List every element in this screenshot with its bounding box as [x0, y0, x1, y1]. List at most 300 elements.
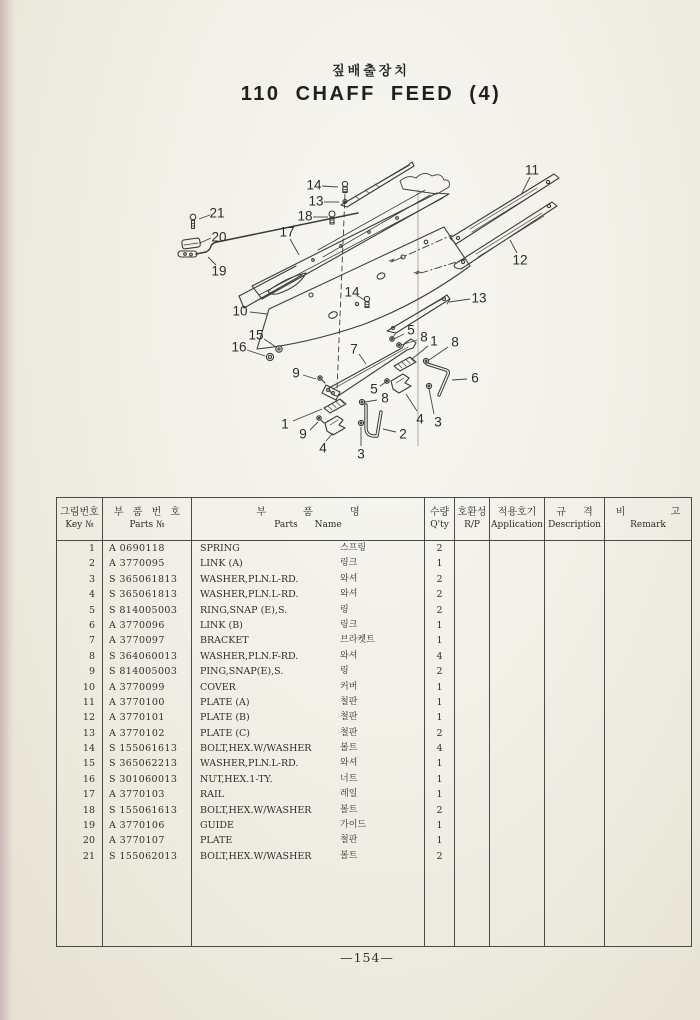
part-name-korean: 와셔 [340, 589, 358, 600]
cell-empty [490, 664, 545, 679]
cell-qty: 2 [425, 803, 455, 818]
part-name-korean: 볼트 [340, 743, 358, 754]
cell-part-name [192, 572, 425, 587]
table-row [57, 726, 691, 741]
cell-empty [545, 633, 605, 648]
table-row [57, 556, 691, 571]
cell-part-name [192, 649, 425, 664]
cell-key-no: 19 [57, 818, 103, 833]
cell-part-name [192, 541, 425, 556]
cell-empty [605, 587, 691, 602]
cell-key-no: 15 [57, 756, 103, 771]
cell-empty [455, 726, 490, 741]
part-name-english: WASHER,PLN.F-RD. [200, 650, 299, 662]
cell-empty [605, 633, 691, 648]
table-row [57, 664, 691, 679]
cell-empty [455, 756, 490, 771]
callout-leader-line [199, 215, 210, 219]
cell-key-no: 2 [57, 556, 103, 571]
cell-key-no: 13 [57, 726, 103, 741]
callout-label-5: 5 [370, 381, 378, 397]
cell-qty: 1 [425, 633, 455, 648]
cell-part-no: A 3770097 [103, 633, 192, 648]
callout-label-16: 16 [231, 339, 247, 355]
cell-part-no: S 814005003 [103, 603, 192, 618]
cell-part-name [192, 803, 425, 818]
cell-part-name [192, 664, 425, 679]
column-header-korean: 호환성 [457, 507, 487, 518]
cell-empty [490, 833, 545, 848]
cell-empty [490, 649, 545, 664]
cell-empty [545, 556, 605, 571]
column-header-english: Parts № [129, 520, 165, 530]
table-row [57, 710, 691, 725]
link-6 [427, 364, 448, 395]
cell-empty [490, 680, 545, 695]
cell-part-name [192, 710, 425, 725]
callout-label-8: 8 [451, 334, 459, 350]
cell-empty [545, 695, 605, 710]
part-name-korean: 링 [340, 666, 349, 677]
cell-empty [490, 633, 545, 648]
spring-1-left [324, 399, 346, 413]
cell-part-name [192, 756, 425, 771]
part-plate13-bottom [387, 295, 450, 338]
cell-part-no: S 301060013 [103, 772, 192, 787]
part-name-korean: 철판 [340, 696, 358, 707]
part-name-english: SPRING [200, 543, 240, 554]
table-row [57, 587, 691, 602]
part-name-english: LINK (B) [200, 619, 243, 631]
callout-label-8: 8 [381, 390, 389, 406]
part-name-english: PLATE (B) [200, 712, 250, 724]
cell-empty [455, 849, 490, 864]
cell-empty [605, 664, 691, 679]
washer-15 [276, 346, 282, 352]
part-name-english: WASHER,PLN.L-RD. [200, 589, 299, 601]
cell-key-no: 3 [57, 572, 103, 587]
cell-part-name [192, 618, 425, 633]
column-header-korean: 부 품 명 [256, 507, 360, 518]
callout-label-4: 4 [319, 440, 327, 456]
cell-empty [490, 803, 545, 818]
part-name-korean: 링크 [340, 558, 358, 569]
cell-key-no: 1 [57, 541, 103, 556]
cell-empty [545, 541, 605, 556]
cell-empty [605, 556, 691, 571]
part-name-english: GUIDE [200, 820, 234, 832]
callout-label-1: 1 [281, 416, 289, 432]
column-header [455, 498, 490, 540]
callout-leader-line [310, 422, 318, 430]
cell-empty [490, 556, 545, 571]
cell-part-name [192, 772, 425, 787]
cell-key-no: 20 [57, 833, 103, 848]
callout-label-21: 21 [209, 205, 225, 221]
link-2 [366, 405, 381, 436]
cell-qty: 2 [425, 587, 455, 602]
cell-part-name [192, 587, 425, 602]
part-name-english: BOLT,HEX.W/WASHER [200, 804, 312, 816]
part-name-english: PLATE (C) [200, 727, 251, 739]
cell-qty: 4 [425, 741, 455, 756]
column-header-english: Remark [630, 520, 666, 530]
column-header-english: R/P [464, 520, 480, 530]
cell-empty [103, 864, 192, 946]
cell-empty [490, 864, 545, 946]
cell-empty [455, 772, 490, 787]
cell-empty [545, 664, 605, 679]
cell-empty [545, 618, 605, 633]
cell-key-no: 7 [57, 633, 103, 648]
part-name-korean: 커버 [340, 681, 358, 692]
part-plate13-top [341, 162, 414, 207]
callout-label-4: 4 [416, 411, 424, 427]
cell-part-no: A 3770103 [103, 787, 192, 802]
column-header-english: Application [491, 520, 543, 530]
cell-qty: 1 [425, 618, 455, 633]
cell-part-name [192, 680, 425, 695]
cell-empty [545, 818, 605, 833]
cell-part-no: A 0690118 [103, 541, 192, 556]
cell-part-name [192, 833, 425, 848]
cell-empty [605, 772, 691, 787]
cell-empty [545, 741, 605, 756]
callout-label-7: 7 [350, 341, 358, 357]
part-name-english: BOLT,HEX.W/WASHER [200, 850, 312, 862]
cell-part-name [192, 603, 425, 618]
callout-label-13: 13 [471, 290, 487, 306]
cell-empty [490, 710, 545, 725]
part-name-english: WASHER,PLN.L-RD. [200, 758, 299, 770]
cell-empty [545, 772, 605, 787]
part-name-english: NUT,HEX.1-TY. [200, 773, 273, 785]
cell-empty [545, 572, 605, 587]
cell-part-no: A 3770100 [103, 695, 192, 710]
part-plate-11 [450, 174, 559, 244]
cell-part-name [192, 695, 425, 710]
washer-3-right [426, 383, 431, 388]
cell-qty: 2 [425, 726, 455, 741]
nut-16 [266, 353, 273, 360]
callout-leader-line [326, 433, 333, 441]
cell-empty [455, 556, 490, 571]
part-name-english: BRACKET [200, 635, 249, 647]
cell-empty [545, 803, 605, 818]
callout-leader-line [449, 299, 470, 302]
washer-8-a [397, 343, 402, 348]
callout-leader-line [412, 346, 428, 359]
cell-empty [545, 756, 605, 771]
table-row [57, 818, 691, 833]
callout-label-10: 10 [232, 303, 248, 319]
cell-part-no: S 814005003 [103, 664, 192, 679]
cell-empty [605, 603, 691, 618]
cell-empty [490, 541, 545, 556]
part-name-korean: 브라켓트 [340, 635, 375, 646]
cell-part-no: S 155061613 [103, 741, 192, 756]
cell-empty [57, 864, 103, 946]
cell-empty [455, 572, 490, 587]
callout-leader-line [429, 347, 448, 360]
callout-leader-line [365, 400, 377, 402]
cell-empty [455, 541, 490, 556]
callout-label-17: 17 [279, 224, 295, 240]
column-header-korean: 그림번호 [60, 507, 99, 518]
cell-empty [605, 756, 691, 771]
cell-part-name [192, 556, 425, 571]
scan-edge [0, 0, 16, 1020]
cell-qty: 1 [425, 556, 455, 571]
cell-empty [605, 710, 691, 725]
parts-table [56, 497, 692, 947]
cell-empty [490, 787, 545, 802]
part-name-korean: 레일 [340, 789, 358, 800]
callout-label-9: 9 [292, 365, 300, 381]
cell-empty [605, 849, 691, 864]
bolt-9-top [318, 376, 325, 383]
cell-empty [455, 680, 490, 695]
cell-empty [455, 787, 490, 802]
cell-empty [490, 741, 545, 756]
part-guide-19 [178, 213, 358, 257]
title-korean: 짚배출장치 [332, 64, 410, 79]
cell-part-name [192, 787, 425, 802]
cell-empty [490, 603, 545, 618]
page-number: —154— [340, 950, 394, 965]
cell-empty [490, 772, 545, 787]
cell-key-no: 14 [57, 741, 103, 756]
cell-empty [455, 664, 490, 679]
callout-leader-line [200, 238, 211, 243]
column-header-english: Parts Name [274, 520, 342, 530]
callout-leader-line [380, 382, 386, 386]
table-row [57, 695, 691, 710]
cell-part-name [192, 741, 425, 756]
cell-key-no: 4 [57, 587, 103, 602]
cell-key-no: 18 [57, 803, 103, 818]
callout-label-19: 19 [211, 263, 227, 279]
cell-empty [605, 818, 691, 833]
cell-empty [605, 695, 691, 710]
cell-part-no: A 3770107 [103, 833, 192, 848]
part-name-korean: 와셔 [340, 650, 358, 661]
part-plate-20 [182, 238, 201, 249]
cell-empty [455, 818, 490, 833]
part-name-english: RING,SNAP (E),S. [200, 604, 288, 616]
cell-part-no: A 3770099 [103, 680, 192, 695]
callout-leader-line [429, 389, 434, 414]
callout-label-14: 14 [344, 284, 360, 300]
page-title: 110 CHAFF FEED (4) [240, 83, 502, 105]
column-header [490, 498, 545, 540]
column-header-korean: 수량 [429, 507, 450, 518]
part-name-korean: 링크 [340, 619, 358, 630]
part-name-english: RAIL [200, 789, 225, 801]
table-row [57, 541, 691, 556]
cell-empty [545, 849, 605, 864]
table-header-row [57, 498, 691, 541]
callout-leader-line [322, 186, 338, 187]
callout-label-1: 1 [430, 333, 438, 349]
part-name-english: LINK (A) [200, 558, 243, 570]
cell-key-no: 16 [57, 772, 103, 787]
part-name-korean: 와셔 [340, 758, 358, 769]
column-header [605, 498, 691, 540]
cell-empty [490, 726, 545, 741]
cell-empty [605, 680, 691, 695]
cell-empty [455, 695, 490, 710]
part-name-korean: 철판 [340, 712, 358, 723]
cell-empty [490, 572, 545, 587]
bolt-14-top [342, 181, 347, 192]
callout-layer [199, 163, 539, 462]
cell-empty [455, 633, 490, 648]
cell-part-no: A 3770101 [103, 710, 192, 725]
column-header [103, 498, 192, 540]
callout-label-14: 14 [306, 177, 322, 193]
cell-part-name [192, 818, 425, 833]
cell-qty: 1 [425, 680, 455, 695]
cell-part-name [192, 849, 425, 864]
cell-empty [605, 541, 691, 556]
cell-key-no: 8 [57, 649, 103, 664]
table-row [57, 618, 691, 633]
bolt-14-middle [364, 296, 369, 307]
washer-8-c [359, 399, 364, 404]
cell-key-no: 12 [57, 710, 103, 725]
cell-key-no: 17 [57, 787, 103, 802]
cell-empty [455, 864, 490, 946]
part-name-english: WASHER,PLN.L-RD. [200, 573, 299, 585]
callout-leader-line [452, 379, 467, 380]
callout-leader-line [250, 312, 267, 314]
callout-label-5: 5 [407, 322, 415, 338]
callout-label-15: 15 [248, 327, 264, 343]
cell-qty: 1 [425, 833, 455, 848]
cell-qty: 1 [425, 710, 455, 725]
cell-qty: 1 [425, 756, 455, 771]
callout-label-3: 3 [434, 414, 442, 430]
table-row [57, 787, 691, 802]
column-header [545, 498, 605, 540]
cell-empty [605, 864, 691, 946]
callout-leader-line [406, 394, 417, 411]
column-header [192, 498, 425, 540]
cell-empty [605, 572, 691, 587]
bolt-21 [190, 214, 196, 228]
cell-part-no: A 3770102 [103, 726, 192, 741]
cell-qty: 2 [425, 849, 455, 864]
cell-empty [490, 756, 545, 771]
cell-part-no: S 365061813 [103, 572, 192, 587]
cell-empty [490, 818, 545, 833]
callout-leader-line [383, 429, 396, 432]
cell-qty: 2 [425, 541, 455, 556]
spring-1-right [394, 357, 416, 371]
cell-empty [605, 649, 691, 664]
cell-part-no: A 3770096 [103, 618, 192, 633]
cell-qty: 4 [425, 649, 455, 664]
cell-part-no: S 364060013 [103, 649, 192, 664]
part-name-english: COVER [200, 681, 236, 693]
part-name-english: PING,SNAP(E),S. [200, 666, 284, 678]
cell-empty [455, 587, 490, 602]
part-name-english: BOLT,HEX.W/WASHER [200, 743, 312, 755]
table-filler-row [57, 864, 691, 946]
table-row [57, 603, 691, 618]
cell-part-name [192, 726, 425, 741]
callout-leader-line [359, 354, 366, 364]
callout-leader-line [264, 339, 276, 347]
washer-3-left [358, 420, 363, 425]
cell-key-no: 6 [57, 618, 103, 633]
table-row [57, 741, 691, 756]
callout-label-13: 13 [308, 193, 324, 209]
cell-qty: 2 [425, 572, 455, 587]
table-row [57, 833, 691, 848]
table-row [57, 803, 691, 818]
cell-part-no: S 155062013 [103, 849, 192, 864]
cell-part-no: A 3770095 [103, 556, 192, 571]
column-header-korean: 적용호기 [497, 507, 537, 518]
cell-key-no: 9 [57, 664, 103, 679]
cell-qty: 1 [425, 772, 455, 787]
cell-part-no: S 365062213 [103, 756, 192, 771]
cell-empty [455, 803, 490, 818]
callout-label-12: 12 [512, 252, 528, 268]
part-cover-10 [257, 224, 470, 349]
table-row [57, 772, 691, 787]
part-name-korean: 철판 [340, 835, 358, 846]
cell-empty [605, 787, 691, 802]
cell-empty [545, 833, 605, 848]
cell-empty [490, 587, 545, 602]
cell-empty [545, 649, 605, 664]
table-row [57, 756, 691, 771]
column-header-english: Description [548, 520, 601, 530]
callout-leader-line [510, 240, 517, 253]
callout-label-2: 2 [399, 426, 407, 442]
column-header-korean: 부 품 번 호 [113, 507, 181, 518]
cell-empty [545, 864, 605, 946]
column-header-english: Key № [65, 520, 94, 530]
part-name-korean: 볼트 [340, 804, 358, 815]
cell-empty [455, 710, 490, 725]
cell-empty [545, 587, 605, 602]
part-name-korean: 볼트 [340, 850, 358, 861]
cell-empty [545, 680, 605, 695]
table-row [57, 849, 691, 864]
cell-empty [192, 864, 425, 946]
cell-part-name [192, 633, 425, 648]
cell-empty [490, 695, 545, 710]
column-header [425, 498, 455, 540]
callout-label-8: 8 [420, 329, 428, 345]
cell-empty [490, 849, 545, 864]
cell-empty [490, 618, 545, 633]
callout-label-20: 20 [211, 229, 227, 245]
cell-empty [455, 833, 490, 848]
cell-empty [605, 833, 691, 848]
page-header [42, 60, 700, 106]
cell-empty [455, 649, 490, 664]
cell-empty [605, 726, 691, 741]
column-header-korean: 규 격 [556, 507, 593, 518]
cell-qty: 1 [425, 695, 455, 710]
table-row [57, 680, 691, 695]
part-name-korean: 철판 [340, 727, 358, 738]
